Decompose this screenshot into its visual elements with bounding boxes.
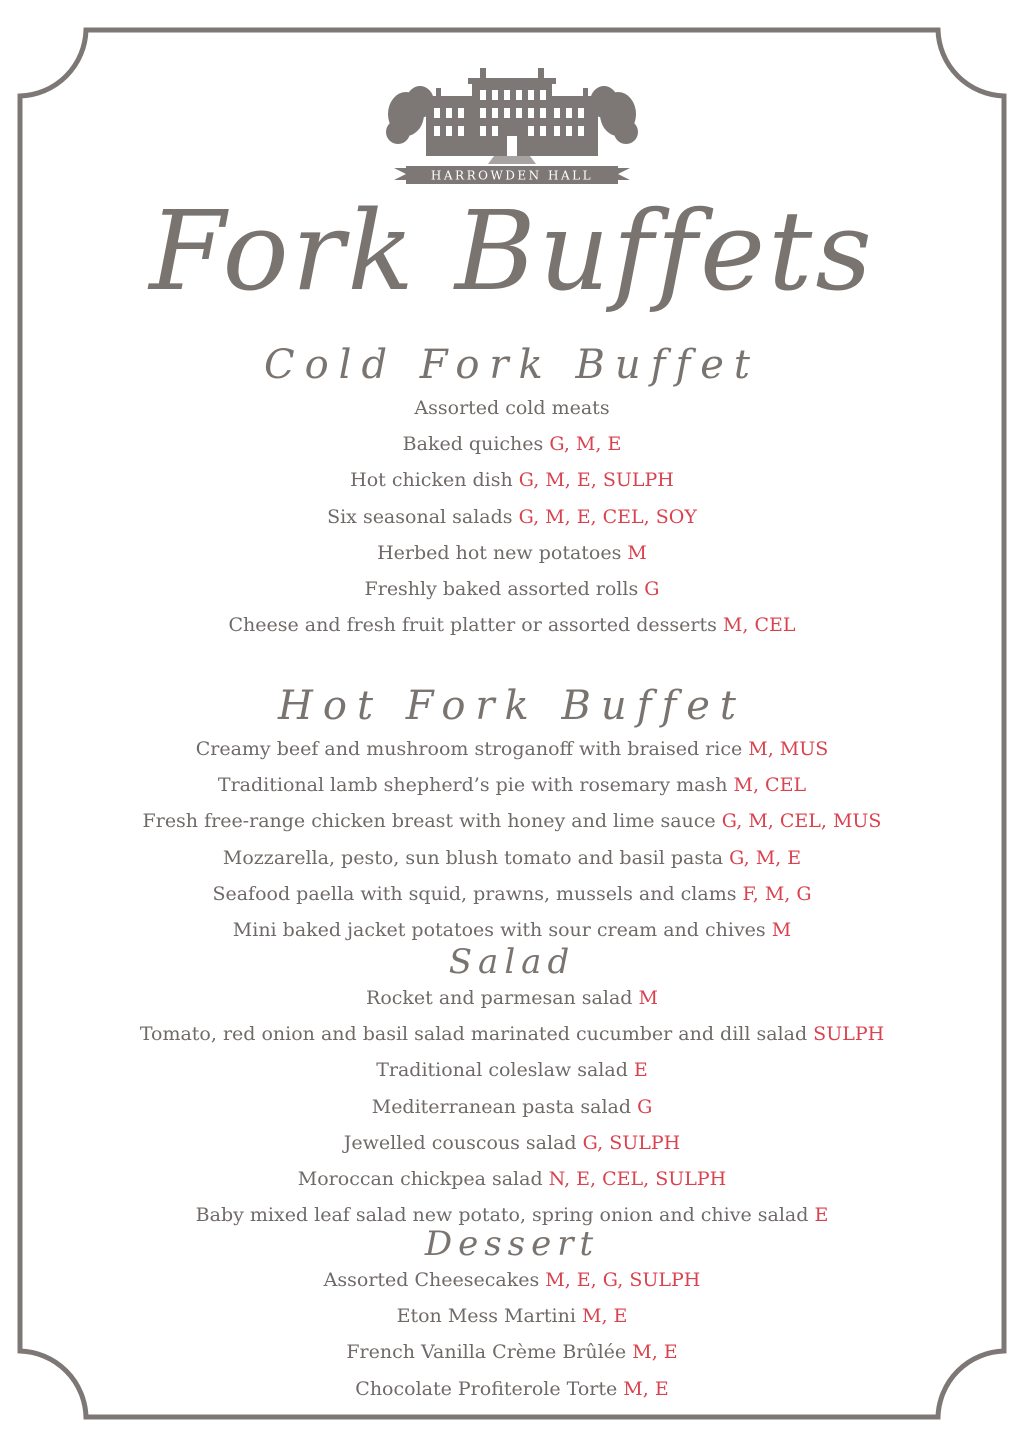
menu-item	[0, 1298, 1024, 1334]
item-name: Chocolate Profiterole Torte	[355, 1377, 618, 1400]
menu-item	[0, 1334, 1024, 1370]
hot-fork-buffet-section	[0, 683, 1024, 948]
allergen-codes: G, M, E, CEL, SOY	[518, 505, 697, 528]
brand-name: HARROWDEN HALL	[430, 168, 594, 183]
item-name: Traditional lamb shepherd’s pie with rosemary mash	[217, 774, 728, 797]
dessert-section	[0, 1226, 1024, 1407]
allergen-codes: G	[644, 578, 660, 601]
menu-item	[0, 499, 1024, 535]
menu-item	[0, 840, 1024, 876]
allergen-codes: M, CEL	[722, 614, 796, 637]
menu-item	[0, 462, 1024, 498]
allergen-codes: M	[638, 987, 658, 1009]
allergen-codes: M	[771, 919, 792, 942]
allergen-codes: M, E	[623, 1377, 669, 1400]
item-name: Baby mixed leaf salad new potato, spring onion and chive salad	[195, 1204, 809, 1227]
allergen-codes: G, M, CEL, MUS	[721, 810, 882, 833]
item-name: Assorted Cheesecakes	[323, 1269, 540, 1291]
section-heading: Cold Fork Buffet	[263, 342, 761, 388]
item-name: Herbed hot new potatoes	[377, 541, 622, 564]
menu-item	[0, 803, 1024, 839]
menu-item	[0, 980, 1024, 1016]
allergen-codes: M, E, G, SULPH	[545, 1269, 701, 1291]
allergen-codes: N, E, CEL, SULPH	[548, 1168, 727, 1191]
allergen-codes: E	[814, 1204, 829, 1227]
menu-item	[0, 1089, 1024, 1125]
menu-item	[0, 1125, 1024, 1161]
item-name: Cheese and fresh fruit platter or assorted desserts	[228, 614, 717, 637]
item-name: Seafood paella with squid, prawns, mussels and clams	[212, 882, 737, 905]
section-heading: Dessert	[424, 1224, 600, 1264]
section-heading: Hot Fork Buffet	[278, 683, 746, 729]
allergen-codes: F, M, G	[742, 882, 812, 905]
item-name: Moroccan chickpea salad	[297, 1168, 543, 1191]
allergen-codes: M, E	[582, 1305, 628, 1328]
item-name: Rocket and parmesan salad	[366, 987, 633, 1009]
allergen-codes: M, E	[632, 1341, 678, 1364]
menu-item	[0, 767, 1024, 803]
item-name: French Vanilla Crème Brûlée	[346, 1341, 627, 1364]
item-name: Mozzarella, pesto, sun blush tomato and basil pasta	[222, 846, 724, 869]
item-name: Mini baked jacket potatoes with sour cream and chives	[232, 919, 766, 942]
allergen-codes: G, M, E	[729, 846, 802, 869]
allergen-codes: G	[637, 1095, 653, 1118]
cold-fork-buffet-section	[0, 342, 1024, 643]
allergen-codes: G, SULPH	[582, 1131, 681, 1154]
menu-item	[0, 607, 1024, 643]
menu-item	[0, 1161, 1024, 1197]
menu-item	[0, 1016, 1024, 1052]
section-heading: Salad	[448, 942, 576, 982]
menu-item	[0, 731, 1024, 767]
menu-item	[0, 876, 1024, 912]
item-name: Eton Mess Martini	[396, 1305, 576, 1328]
menu-item	[0, 1371, 1024, 1407]
allergen-codes: E	[633, 1059, 648, 1082]
item-name: Assorted cold meats	[414, 397, 610, 419]
harrowden-hall-logo	[384, 62, 640, 192]
item-name: Mediterranean pasta salad	[371, 1095, 632, 1118]
allergen-codes: SULPH	[813, 1023, 885, 1046]
allergen-codes: M, CEL	[733, 774, 807, 797]
menu-item	[0, 535, 1024, 571]
item-name: Tomato, red onion and basil salad marinated cucumber and dill salad	[139, 1023, 808, 1046]
item-name: Six seasonal salads	[327, 505, 513, 528]
page-title: Fork Buffets	[149, 187, 875, 315]
menu-item	[0, 1262, 1024, 1298]
menu-item	[0, 426, 1024, 462]
item-name: Traditional coleslaw salad	[376, 1059, 628, 1082]
menu-item	[0, 1052, 1024, 1088]
item-name: Hot chicken dish	[350, 469, 513, 492]
menu-item	[0, 571, 1024, 607]
item-name: Baked quiches	[402, 433, 544, 456]
allergen-codes: G, M, E, SULPH	[518, 469, 674, 492]
item-name: Jewelled couscous salad	[343, 1131, 577, 1154]
item-name: Fresh free-range chicken breast with honey and lime sauce	[142, 810, 716, 833]
salad-section	[0, 944, 1024, 1233]
allergen-codes: G, M, E	[549, 433, 622, 456]
allergen-codes: M	[627, 541, 647, 564]
item-name: Freshly baked assorted rolls	[364, 578, 639, 601]
allergen-codes: M, MUS	[748, 738, 829, 760]
menu-item	[0, 390, 1024, 426]
item-name: Creamy beef and mushroom stroganoff with braised rice	[195, 738, 743, 760]
